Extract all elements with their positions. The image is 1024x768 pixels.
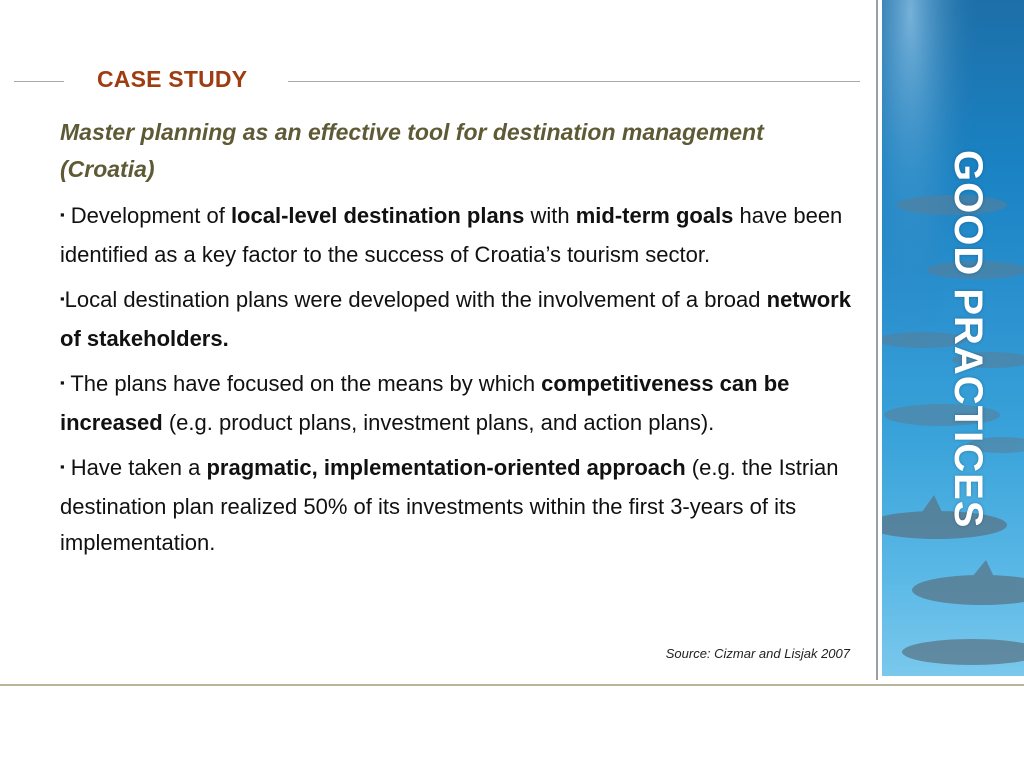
panel-divider xyxy=(876,0,878,680)
bullet-4-text: Have taken a xyxy=(70,455,207,480)
bullet-1 xyxy=(60,198,855,273)
header-rule-left xyxy=(14,81,64,82)
bullet-1-bold: local-level destination plans xyxy=(230,203,525,228)
bullet-3 xyxy=(60,366,855,441)
bullet-3-text: The plans have focused on the means by which xyxy=(70,371,542,396)
bullet-square-icon: ▪ xyxy=(60,459,65,474)
bullet-4-bold: pragmatic, implementation-oriented approach xyxy=(206,455,686,480)
footer-rule xyxy=(0,684,1024,686)
case-study-label: CASE STUDY xyxy=(97,66,248,92)
bullet-4-text: (e.g. the Istrian destination plan realized 50% of its investments within the first 3-years of its implementation. xyxy=(60,455,839,555)
bullet-2-bold: network of stakeholders. xyxy=(60,287,851,351)
source-citation: Source: Cizmar and Lisjak 2007 xyxy=(665,646,850,661)
side-panel-image xyxy=(882,0,1024,676)
bullet-4 xyxy=(60,450,855,561)
bullet-square-icon: ▪ xyxy=(60,207,65,222)
bullet-1-bold: mid-term goals xyxy=(575,203,734,228)
good-practices-title: GOOD PRACTICES xyxy=(946,150,990,529)
bullet-1-text: have been identified as a key factor to the success of Croatia’s tourism sector. xyxy=(60,203,843,267)
slide-subtitle: Master planning as an effective tool for destination management (Croatia) xyxy=(60,119,764,182)
bullet-1-text: Development of xyxy=(70,203,231,228)
bullet-square-icon: ▪ xyxy=(60,375,65,390)
bullet-2-text: Local destination plans were developed with the involvement of a broad xyxy=(64,287,767,312)
content-block xyxy=(60,114,855,570)
bullet-square-icon: ▪ xyxy=(60,291,65,306)
bullet-3-bold: competitiveness can be increased xyxy=(60,371,790,435)
bullet-1-text: with xyxy=(524,203,576,228)
bullet-2 xyxy=(60,282,855,357)
header-rule-right xyxy=(288,81,860,82)
bullet-3-text: (e.g. product plans, investment plans, and action plans). xyxy=(162,410,715,435)
